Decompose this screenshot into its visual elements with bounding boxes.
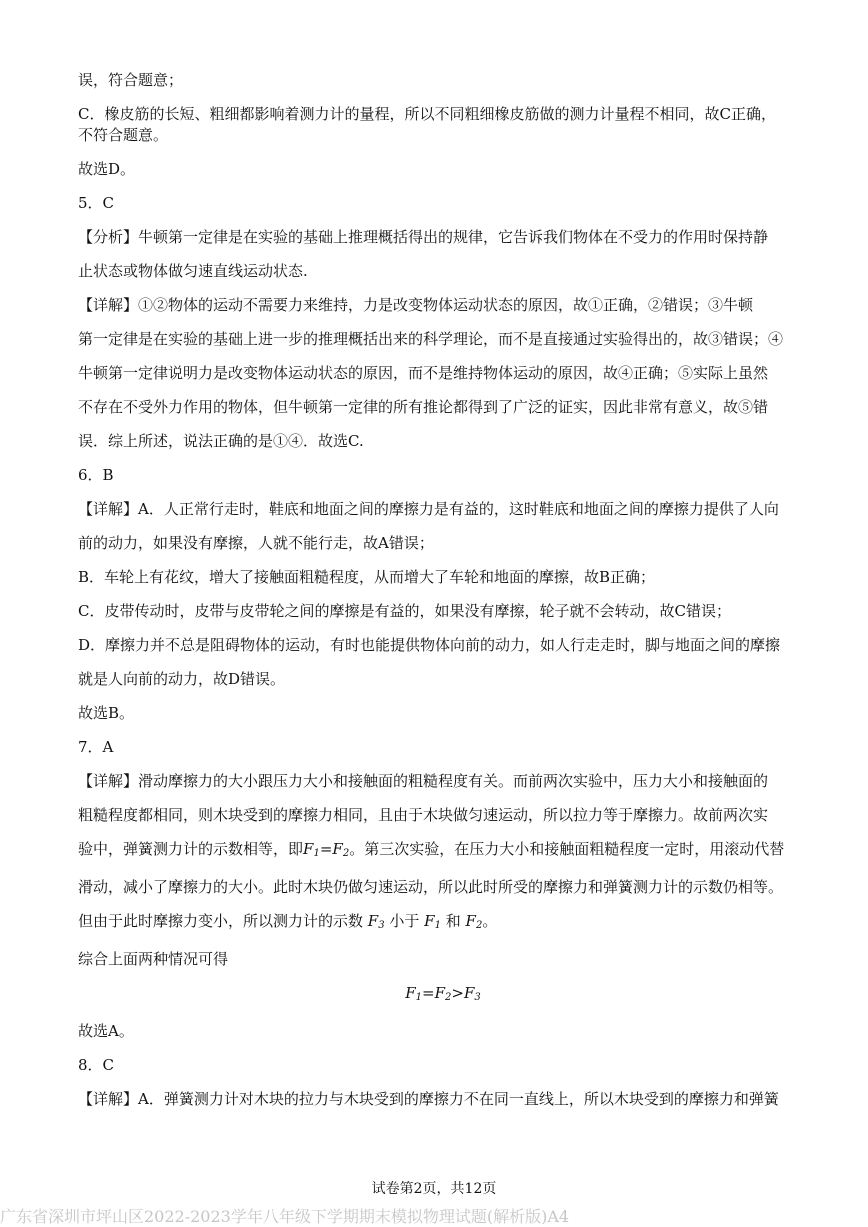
subscript: 1: [313, 848, 320, 859]
explanation-text: 牛顿第一定律说明力是改变物体运动状态的原因，而不是维持物体运动的原因，故④正确；⑤实际上虽然: [78, 364, 769, 382]
formula: [78, 983, 808, 1008]
subscript: 3: [474, 992, 481, 1003]
subscript: 2: [342, 848, 350, 859]
explanation-text: [78, 839, 808, 864]
explanation-text: 粗糙程度都相同，则木块受到的摩擦力相同，且由于木块做匀速运动，所以拉力等于摩擦力。故前两次实: [78, 806, 769, 824]
analysis-text: 止状态或物体做匀速直线运动状态.: [78, 262, 308, 280]
variable-f: F: [465, 912, 476, 930]
explanation-text: 【详解】滑动摩擦力的大小跟压力大小和接触面的粗糙程度有关。而前两次实验中，压力大小和接触面的: [78, 772, 769, 790]
equals-sign: =: [319, 840, 333, 858]
question-number: 8．C: [78, 1056, 115, 1074]
question-number: 6．B: [78, 466, 114, 484]
explanation-text: 误．综上所述，说法正确的是①④．故选C.: [78, 432, 364, 450]
option-text: C．皮带传动时，皮带与皮带轮之间的摩擦是有益的，如果没有摩擦，轮子就不会转动，故C错误；: [78, 602, 731, 620]
page-footer: 试卷第2页，共12页: [371, 1181, 497, 1197]
subscript: 2: [445, 992, 452, 1003]
variable-f: F: [434, 984, 446, 1002]
explanation-text: 滑动，减小了摩擦力的大小。此时木块仍做匀速运动，所以此时所受的摩擦力和弹簧测力计的示数仍相等。: [78, 878, 784, 896]
text-segment: 小于: [389, 912, 420, 930]
explanation-text: 前的动力，如果没有摩擦，人就不能行走，故A错误；: [78, 534, 434, 552]
text-segment: 。: [482, 912, 498, 930]
analysis-text: 【分析】牛顿第一定律是在实验的基础上推理概括得出的规律，它告诉我们物体在不受力的作用时保持静: [78, 228, 769, 246]
equals-sign: =: [422, 984, 435, 1002]
subscript: 2: [475, 920, 483, 931]
variable-f: F: [424, 912, 435, 930]
explanation-text: [78, 911, 808, 936]
variable-f: F: [303, 840, 314, 858]
text-line: 故选D。: [78, 160, 136, 178]
question-number: 5．C: [78, 194, 115, 212]
answer-choice: 故选A。: [78, 1022, 134, 1040]
subscript: 1: [415, 992, 423, 1003]
variable-f: F: [463, 984, 475, 1002]
text-segment: 验中，弹簧测力计的示数相等，即: [78, 840, 304, 858]
answer-content: [78, 70, 808, 1110]
option-text: B．车轮上有花纹，增大了接触面粗糙程度，从而增大了车轮和地面的摩擦，故B正确；: [78, 568, 656, 586]
explanation-text: 第一定律是在实验的基础上进一步的推理概括出来的科学理论，而不是直接通过实验得出的，故③错误；④: [78, 330, 784, 348]
text-segment: 和: [445, 912, 461, 930]
text-segment: 但由于此时摩擦力变小，所以测力计的示数: [78, 912, 364, 930]
option-text: 就是人向前的动力，故D错误。: [78, 670, 286, 688]
subscript: 3: [378, 920, 385, 931]
explanation-text: 【详解】A．弹簧测力计对木块的拉力与木块受到的摩擦力不在同一直线上，所以木块受到的摩擦力和弹簧: [78, 1090, 779, 1108]
text-line: 不符合题意。: [78, 126, 169, 144]
answer-choice: 故选B。: [78, 704, 135, 722]
greater-than-sign: >: [451, 984, 464, 1002]
subscript: 1: [434, 920, 441, 931]
explanation-text: 【详解】①②物体的运动不需要力来维持，力是改变物体运动状态的原因，故①正确，②错误；③牛顿: [78, 296, 754, 314]
variable-f: F: [405, 984, 416, 1002]
text-line: 误，符合题意；: [78, 71, 184, 89]
variable-f: F: [367, 912, 379, 930]
question-number: 7．A: [78, 738, 114, 756]
variable-f: F: [332, 840, 343, 858]
watermark-text: 广东省深圳市坪山区2022-2023学年八年级下学期期末模拟物理试题(解析版)A4: [0, 1207, 570, 1226]
explanation-text: 【详解】A．人正常行走时，鞋底和地面之间的摩擦力是有益的，这时鞋底和地面之间的摩擦力提供了人向: [78, 500, 779, 518]
text-segment: 。第三次实验，在压力大小和接触面粗糙程度一定时，用滚动代替: [349, 840, 785, 858]
option-text: D．摩擦力并不总是阻碍物体的运动，有时也能提供物体向前的动力，如人行走走时，脚与地面之间的摩擦: [78, 636, 781, 654]
text-line: C．橡皮筋的长短、粗细都影响着测力计的量程，所以不同粗细橡皮筋做的测力计量程不相同，故C正确，: [78, 105, 776, 123]
explanation-text: 不存在不受外力作用的物体，但牛顿第一定律的所有推论都得到了广泛的证实，因此非常有意义，故⑤错: [78, 398, 769, 416]
explanation-text: 综合上面两种情况可得: [78, 950, 229, 968]
